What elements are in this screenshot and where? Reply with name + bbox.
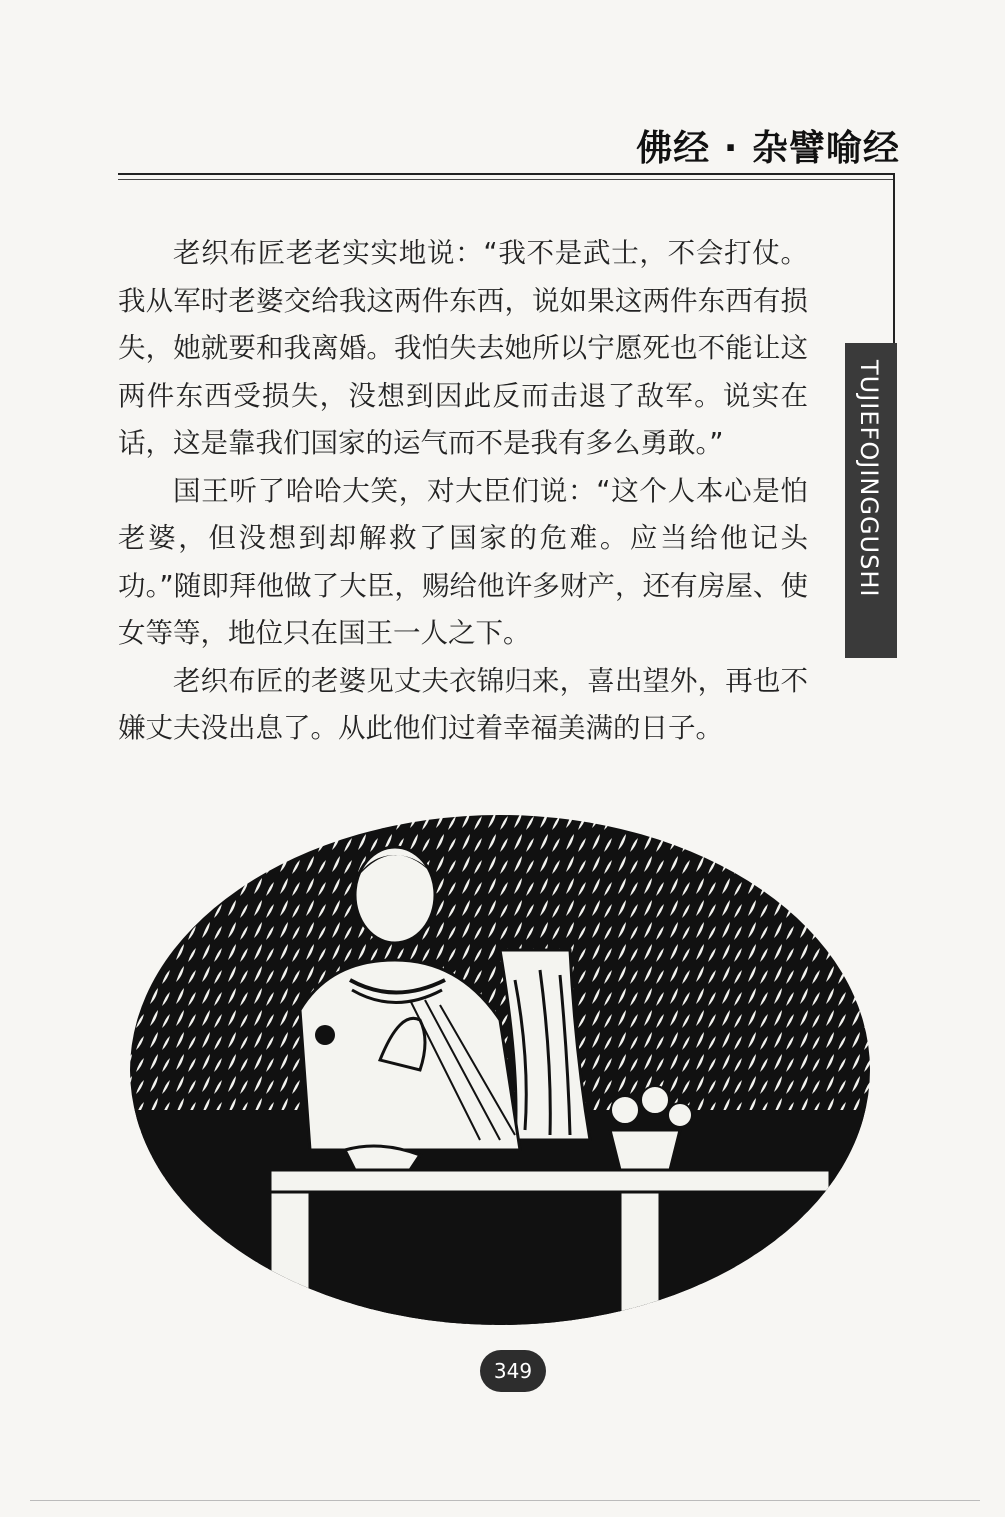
paragraph-3: 老织布匠的老婆见丈夫衣锦归来，喜出望外，再也不嫌丈夫没出息了。从此他们过着幸福美满的日子。	[118, 664, 808, 744]
footer-line	[30, 1500, 980, 1501]
header-rule	[118, 173, 894, 175]
header-rule-thin	[118, 179, 894, 180]
book-title: 佛经 · 杂譬喻经	[636, 128, 900, 169]
header-rule-vertical	[893, 173, 895, 343]
page-number-badge	[480, 1350, 546, 1392]
paragraph-1: 老织布匠老老实实地说：“我不是武士，不会打仗。我从军时老婆交给我这两件东西，说如果这两件东西有损失，她就要和我离婚。我怕失去她所以宁愿死也不能让这两件东西受损失，没想到因此反而击退了敌军。说实在话，这是靠我们国家的运气而不是我有多么勇敢。”	[118, 237, 808, 459]
paragraph-2: 国王听了哈哈大笑，对大臣们说：“这个人本心是怕老婆，但没想到却解救了国家的危难。应当给他记头功。”随即拜他做了大臣，赐给他许多财产，还有房屋、使女等等，地位只在国王一人之下。	[118, 474, 808, 649]
woodcut-illustration	[120, 810, 880, 1330]
side-tab-label: TUJIEFOJINGGUSHI	[855, 360, 883, 598]
page-number: 349	[493, 1359, 533, 1383]
body-text	[118, 230, 808, 753]
